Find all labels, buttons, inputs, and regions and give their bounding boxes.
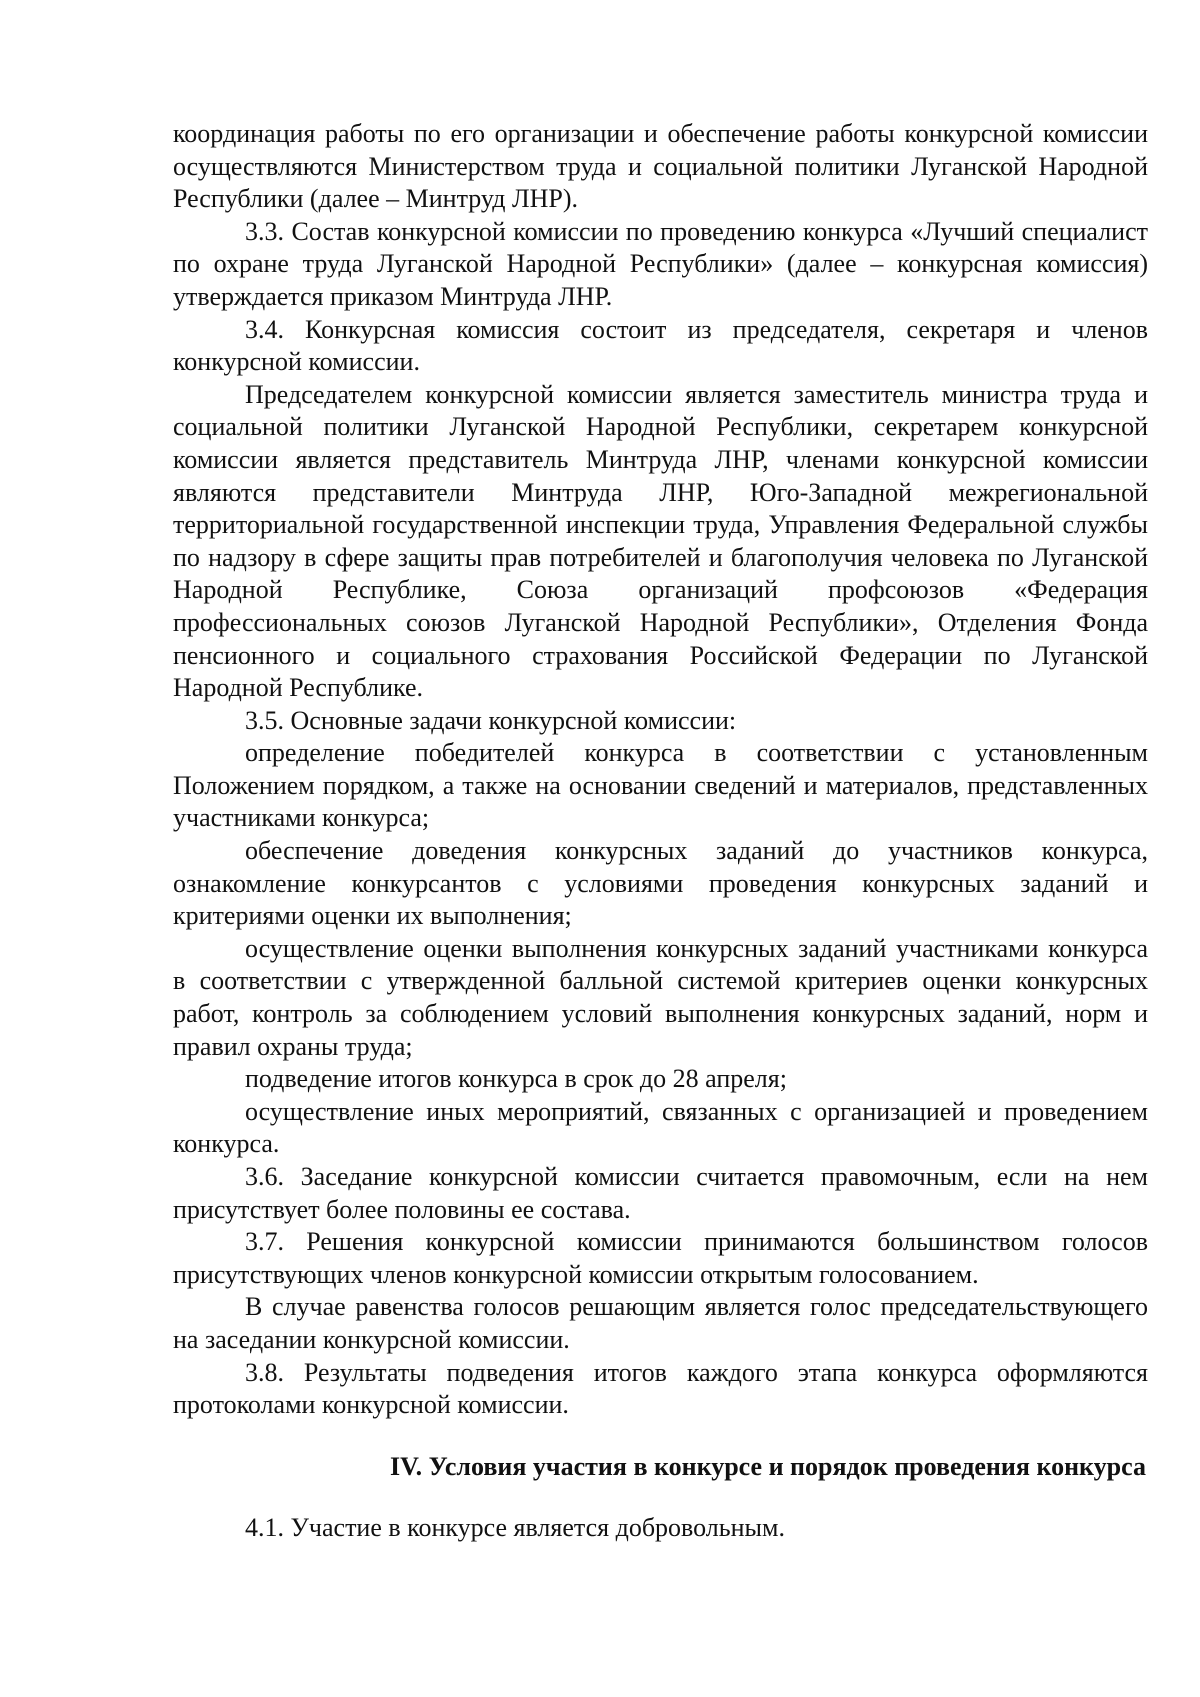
paragraph-3-7: 3.7. Решения конкурсной комиссии принимаются большинством голосов присутствующих членов конкурсной комиссии открытым голосованием. — [173, 1227, 1148, 1289]
section-heading: IV. Условия участия в конкурсе и порядок проведения конкурса — [390, 1451, 1146, 1481]
paragraph-3-8: 3.8. Результаты подведения итогов каждого этапа конкурса оформляются протоколами конкурсной комиссии. — [173, 1357, 1148, 1420]
paragraph-3-6: 3.6. Заседание конкурсной комиссии считается правомочным, если на нем присутствует более половины ее состава. — [173, 1162, 1148, 1224]
document-page — [173, 118, 1148, 1545]
paragraph-3-5: 3.5. Основные задачи конкурсной комиссии: — [245, 705, 737, 735]
task-item: осуществление оценки выполнения конкурсных заданий участниками конкурса в соответствии с утвержденной балльной системой критериев оценки конкурсных работ, контроль за соблюдением условий выполнения конкурсных заданий, норм и правил охраны труда; — [173, 933, 1148, 1061]
task-item: осуществление иных мероприятий, связанных с организацией и проведением конкурса. — [173, 1096, 1148, 1159]
paragraph-3-4: 3.4. Конкурсная комиссия состоит из председателя, секретаря и членов конкурсной комиссии. — [173, 314, 1148, 377]
paragraph-continuation: координация работы по его организации и обеспечение работы конкурсной комиссии осуществляются Министерством труда и социальной политики Луганской Народной Республики (далее – Минтруд ЛНР). — [173, 119, 1148, 214]
task-item: определение победителей конкурса в соответствии с установленным Положением порядком, а также на основании сведений и материалов, представленных участниками конкурса; — [173, 738, 1148, 833]
paragraph-3-3: 3.3. Состав конкурсной комиссии по проведению конкурса «Лучший специалист по охране труда Луганской Народной Республики» (далее – конкурсная комиссия) утверждается приказом Минтруда ЛНР. — [173, 216, 1148, 311]
task-item: подведение итогов конкурса в срок до 28 апреля; — [245, 1064, 787, 1094]
paragraph-4-1: 4.1. Участие в конкурсе является добровольным. — [245, 1513, 785, 1543]
paragraph-tie-vote: В случае равенства голосов решающим является голос председательствующего на заседании конкурсной комиссии. — [173, 1292, 1148, 1354]
paragraph-commission-members: Председателем конкурсной комиссии является заместитель министра труда и социальной политики Луганской Народной Республики, секретарем конкурсной комиссии является представитель Минтруда ЛНР, членами конкурсной комиссии являются представители Минтруда ЛНР, Юго-Западной межрегиональной территориальной государственной инспекции труда, Управления Федеральной службы по надзору в сфере защиты прав потребителей и благополучия человека по Луганской Народной Республике, Союза организаций профсоюзов «Федерация профессиональных союзов Луганской Народной Республики», Отделения Фонда пенсионного и социального страхования Российской Федерации по Луганской Народной Республике. — [173, 379, 1148, 703]
task-item: обеспечение доведения конкурсных заданий до участников конкурса, ознакомление конкурсантов с условиями проведения конкурсных заданий и критериями оценки их выполнения; — [173, 836, 1148, 931]
